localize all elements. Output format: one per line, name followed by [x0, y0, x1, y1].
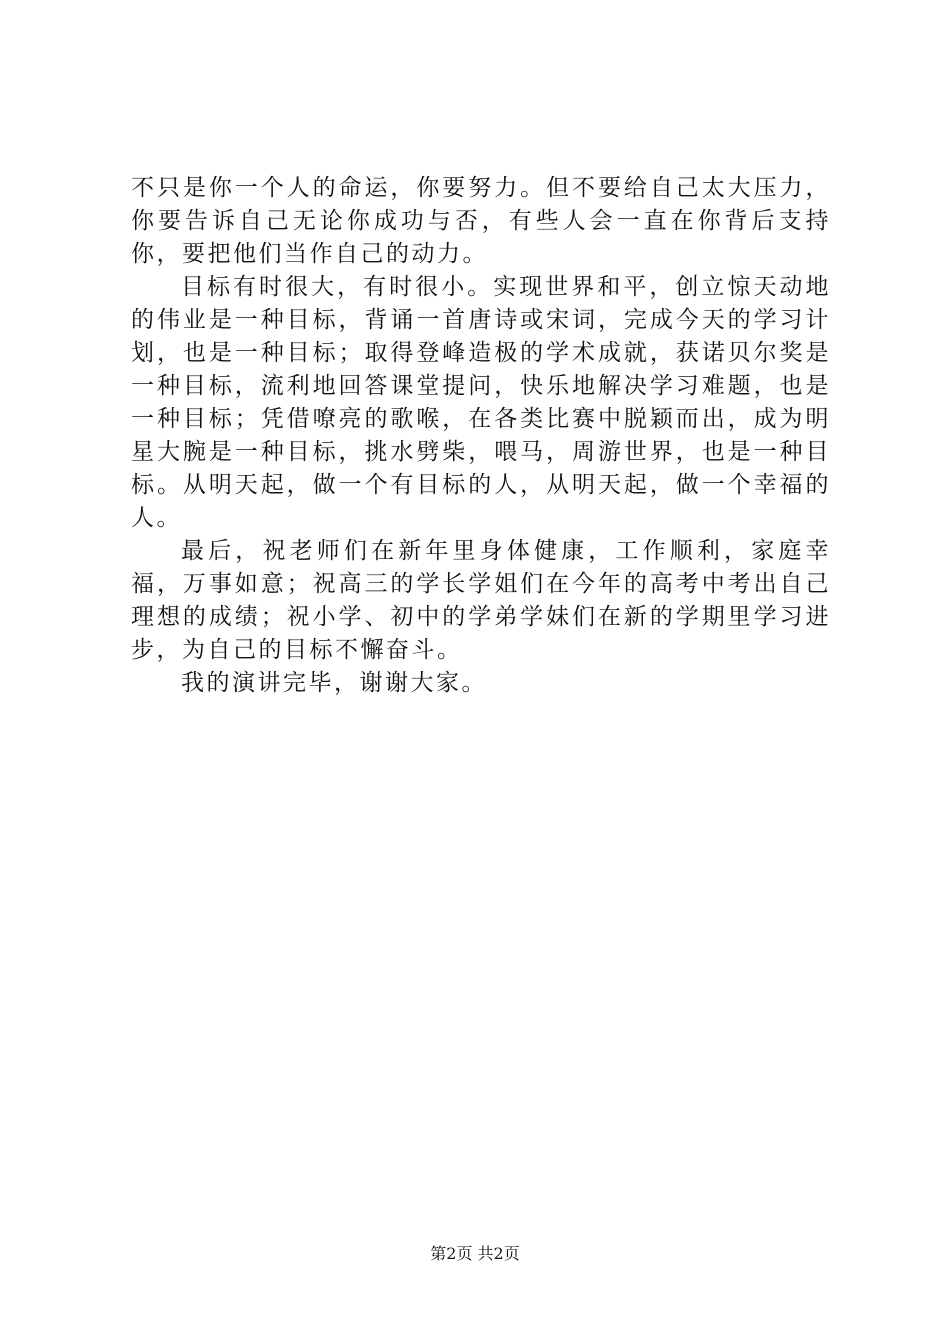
document-body: [131, 172, 831, 700]
paragraph-2: 目标有时很大，有时很小。实现世界和平，创立惊天动地的伟业是一种目标，背诵一首唐诗或宋词，完成今天的学习计划，也是一种目标；取得登峰造极的学术成就，获诺贝尔奖是一种目标，流利地回答课堂提问，快乐地解决学习难题，也是一种目标；凭借嘹亮的歌喉，在各类比赛中脱颖而出，成为明星大腕是一种目标，挑水劈柴，喂马，周游世界，也是一种目标。从明天起，做一个有目标的人，从明天起，做一个幸福的人。: [131, 274, 831, 531]
paragraph-3: 最后，祝老师们在新年里身体健康，工作顺利，家庭幸福，万事如意；祝高三的学长学姐们在今年的高考中考出自己理想的成绩；祝小学、初中的学弟学妹们在新的学期里学习进步，为自己的目标不懈奋斗。: [131, 538, 831, 663]
paragraph-4: 我的演讲完毕，谢谢大家。: [181, 670, 487, 696]
paragraph-1: 不只是你一个人的命运，你要努力。但不要给自己太大压力，你要告诉自己无论你成功与否，有些人会一直在你背后支持你，要把他们当作自己的动力。: [131, 175, 831, 267]
page-number-footer: 第2页 共2页: [430, 1244, 520, 1263]
